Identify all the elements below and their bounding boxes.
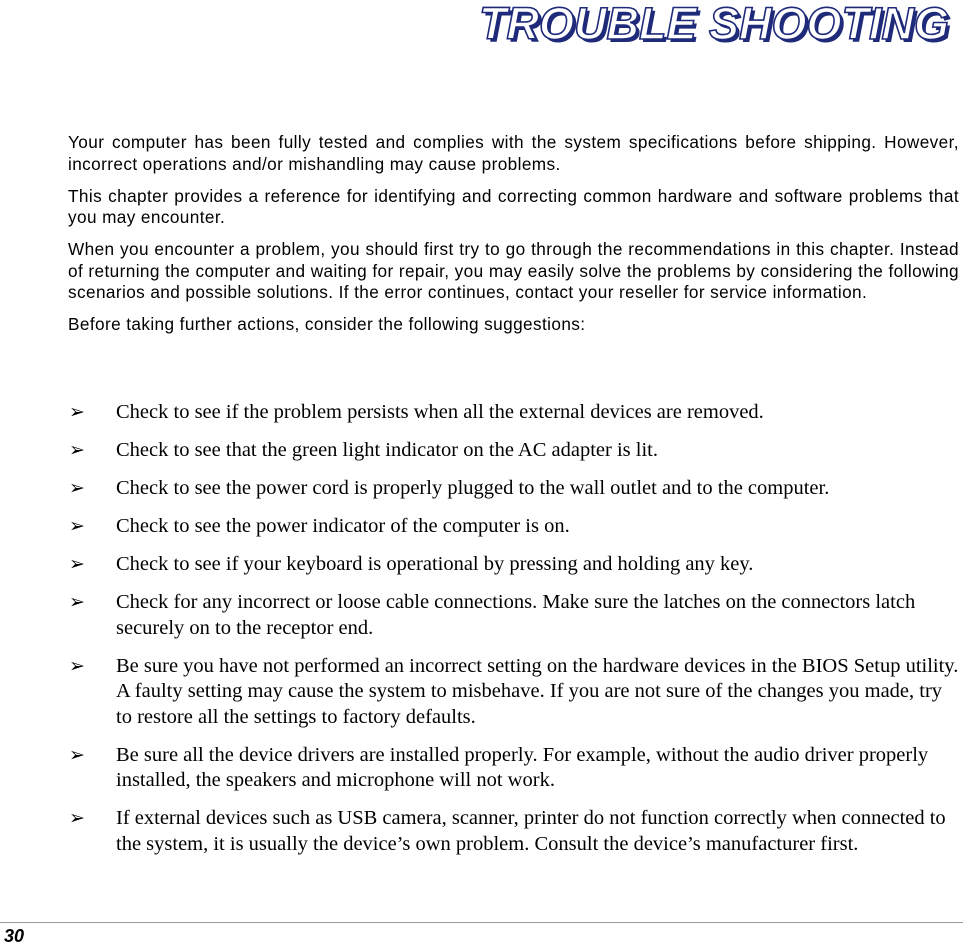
footer-divider [0,922,963,923]
arrow-bullet-icon: ➢ [69,807,85,829]
arrow-bullet-icon: ➢ [69,401,85,423]
arrow-bullet-icon: ➢ [69,654,85,677]
intro-paragraph-4: Before taking further actions, consider the following suggestions: [68,314,586,334]
arrow-bullet-icon: ➢ [69,477,85,499]
suggestion-text: Check to see if the problem persists when all the external devices are removed. [116,401,764,423]
intro-text [68,132,959,336]
suggestion-text: Check to see if your keyboard is operational by pressing and holding any key. [116,553,754,575]
page-title: TROUBLE SHOOTING [479,0,949,49]
suggestion-item [68,400,959,426]
suggestion-item [68,438,959,464]
arrow-bullet-icon: ➢ [69,439,85,461]
suggestion-item [68,654,959,731]
suggestion-text: Check for any incorrect or loose cable connections. Make sure the latches on the connectors latch securely on to the receptor end. [116,591,916,639]
suggestion-item [68,514,959,540]
intro-paragraph-3: When you encounter a problem, you should first try to go through the recommendations in this chapter. Instead of returning the computer and waiting for repair, you may easily solve the problems by considering the following scenarios and possible solutions. If the error continues, contact your reseller for service information. [68,239,959,302]
arrow-bullet-icon: ➢ [69,515,85,537]
arrow-bullet-icon: ➢ [69,743,85,766]
suggestion-text: Check to see the power indicator of the computer is on. [116,515,570,537]
arrow-bullet-icon: ➢ [69,591,85,613]
suggestion-text: If external devices such as USB camera, scanner, printer do not function correctly when connected to the system, it is usually the device’s own problem. Consult the device’s manufacturer first. [116,807,946,855]
intro-paragraph-2: This chapter provides a reference for identifying and correcting common hardware and software problems that you may encounter. [68,185,959,227]
suggestion-item [68,552,959,578]
intro-paragraph-1: Your computer has been fully tested and complies with the system specifications before shipping. However, incorrect operations and/or mishandling may cause problems. [68,132,959,174]
suggestion-text: Be sure you have not performed an incorrect setting on the hardware devices in the BIOS Setup utility. A faulty setting may cause the system to misbehave. If you are not sure of the changes you made, try to restore all the settings to factory defaults. [116,654,959,728]
suggestion-text: Check to see the power cord is properly plugged to the wall outlet and to the computer. [116,477,830,499]
arrow-bullet-icon: ➢ [69,553,85,575]
suggestion-list [68,400,959,870]
suggestion-item [68,743,959,794]
suggestion-item [68,590,959,641]
suggestion-text: Check to see that the green light indicator on the AC adapter is lit. [116,439,658,461]
suggestion-item [68,476,959,502]
suggestion-text: Be sure all the device drivers are installed properly. For example, without the audio driver properly installed, the speakers and microphone will not work. [116,743,929,791]
suggestion-item [68,806,959,857]
page-number: 30 [4,926,25,946]
